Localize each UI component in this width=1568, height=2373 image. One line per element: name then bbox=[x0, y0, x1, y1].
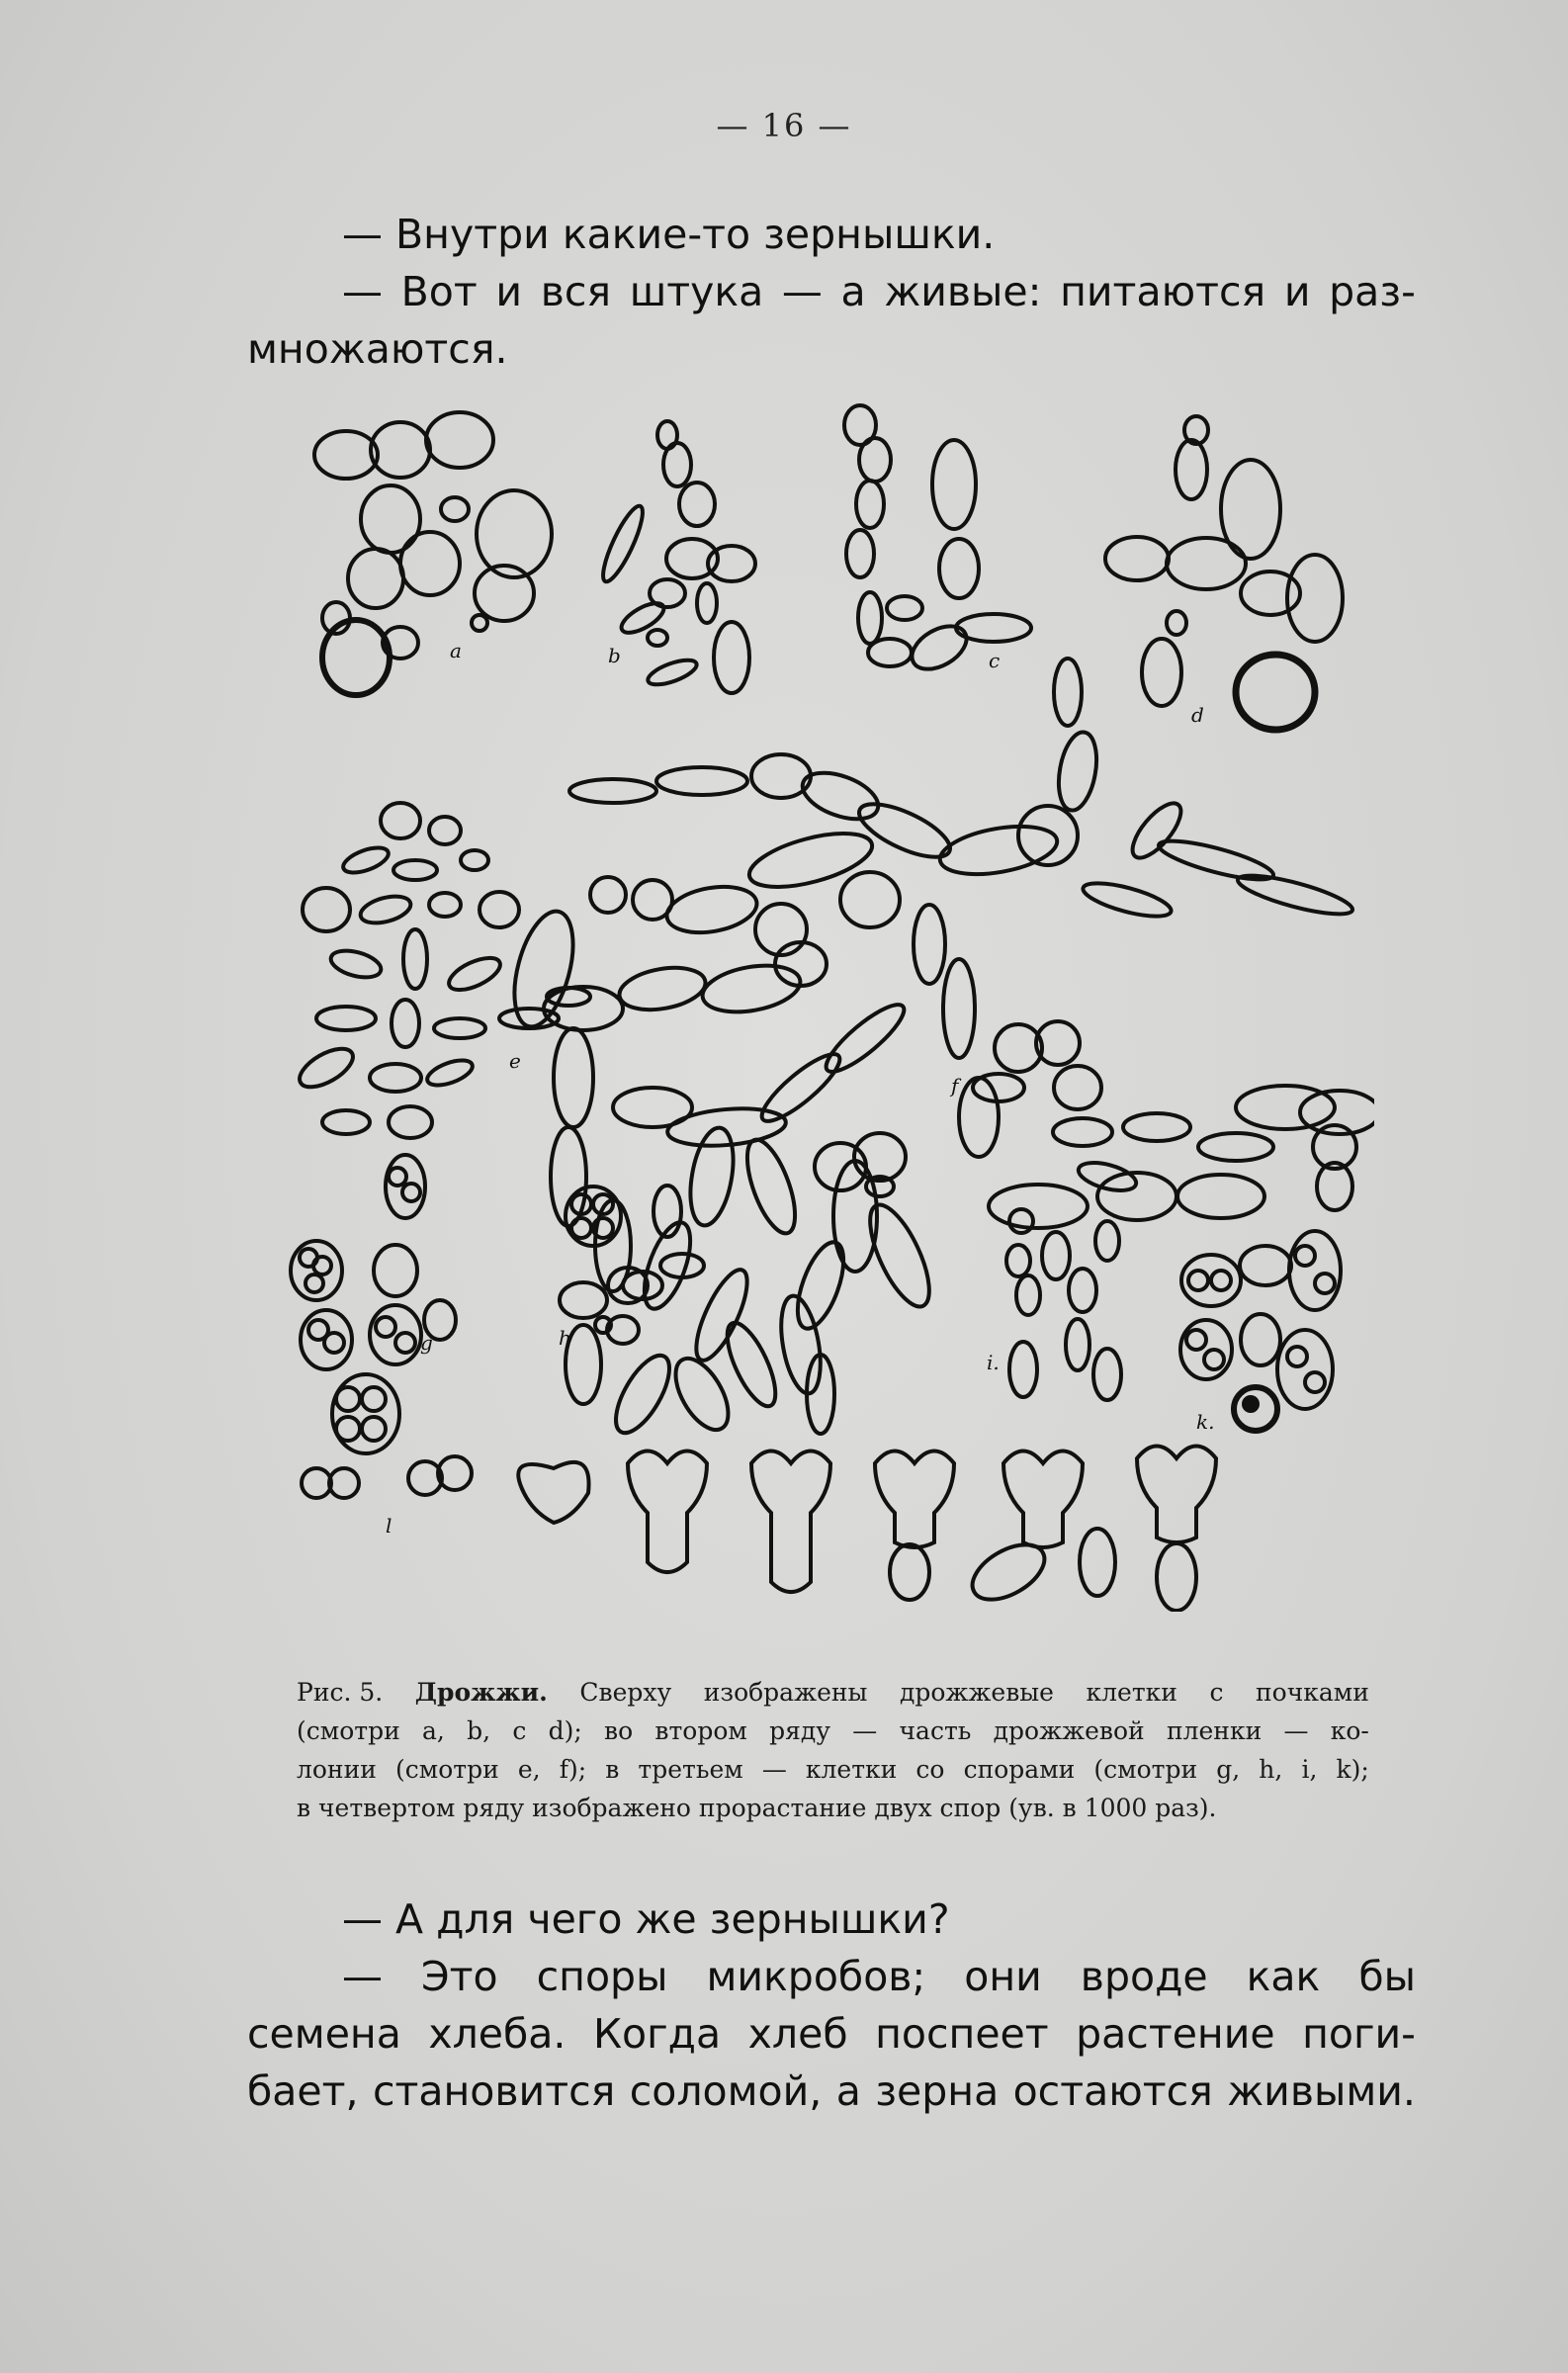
word: остаются bbox=[1012, 2067, 1213, 2115]
word: хлеба. bbox=[428, 2010, 566, 2058]
word: штука bbox=[629, 268, 764, 315]
figure-group-c bbox=[844, 405, 1031, 678]
word: бы bbox=[1358, 1953, 1416, 2000]
word: вся bbox=[540, 268, 612, 315]
bottom-line-3 bbox=[247, 2005, 1416, 2063]
word: споры bbox=[536, 1953, 668, 2000]
word: f); bbox=[559, 1755, 587, 1784]
top-paragraph bbox=[247, 206, 1416, 378]
word: раз- bbox=[1329, 268, 1416, 315]
figure-label-g: g bbox=[420, 1331, 433, 1355]
word: Когда bbox=[592, 2010, 722, 2058]
word: — bbox=[1283, 1716, 1309, 1745]
word: как bbox=[1246, 1953, 1321, 2000]
word: b, bbox=[467, 1716, 491, 1745]
word: и bbox=[495, 268, 523, 315]
word: они bbox=[964, 1953, 1042, 2000]
word: e, bbox=[517, 1755, 541, 1784]
word: ряду bbox=[769, 1716, 831, 1745]
word: хлеб bbox=[747, 2010, 848, 2058]
figure-label-h: h bbox=[559, 1326, 571, 1350]
word: спорами bbox=[963, 1755, 1076, 1784]
word: бает, bbox=[247, 2067, 359, 2115]
word: Это bbox=[421, 1953, 498, 2000]
figure-group-g bbox=[291, 1155, 456, 1453]
figure-label-c: c bbox=[989, 649, 1001, 672]
word: а bbox=[840, 268, 866, 315]
figure-label-e: e bbox=[509, 1049, 521, 1073]
word: Сверху bbox=[579, 1678, 672, 1707]
figure-caption bbox=[297, 1673, 1369, 1827]
caption-line-2 bbox=[297, 1712, 1369, 1750]
word: k); bbox=[1336, 1755, 1369, 1784]
word: часть bbox=[899, 1716, 972, 1745]
figure-label-f: f bbox=[951, 1074, 959, 1098]
word: c bbox=[512, 1716, 527, 1745]
word: поги- bbox=[1302, 2010, 1416, 2058]
bottom-line-1: — А для чего же зернышки? bbox=[342, 1895, 950, 1943]
word: во bbox=[604, 1716, 634, 1745]
word: живыми. bbox=[1227, 2067, 1416, 2115]
bottom-line-2 bbox=[247, 1948, 1416, 2005]
word: (смотри bbox=[395, 1755, 499, 1784]
word: питаются bbox=[1060, 268, 1266, 315]
word: вроде bbox=[1080, 1953, 1208, 2000]
word: втором bbox=[654, 1716, 747, 1745]
word: пленки bbox=[1166, 1716, 1263, 1745]
word: семена bbox=[247, 2010, 401, 2058]
word: изображены bbox=[703, 1678, 868, 1707]
word: третьем bbox=[638, 1755, 743, 1784]
word: живые: bbox=[884, 268, 1042, 315]
word: — bbox=[342, 268, 383, 315]
yeast-figure-illustration bbox=[287, 396, 1374, 1612]
caption-figure-number: Рис. 5. bbox=[297, 1678, 384, 1707]
word: — bbox=[781, 268, 823, 315]
figure-label-i: i. bbox=[987, 1351, 1000, 1374]
word: — bbox=[852, 1716, 878, 1745]
word: дрожжевые bbox=[899, 1678, 1054, 1707]
word: становится bbox=[372, 2067, 616, 2115]
word: лонии bbox=[297, 1755, 377, 1784]
word: — bbox=[761, 1755, 787, 1784]
word: h, bbox=[1259, 1755, 1283, 1784]
figure-label-b: b bbox=[608, 644, 621, 667]
figure-label-a: a bbox=[450, 639, 462, 662]
word: g, bbox=[1216, 1755, 1241, 1784]
figure-group-d bbox=[1105, 416, 1343, 730]
word: со bbox=[915, 1755, 945, 1784]
word: — bbox=[342, 1953, 383, 2000]
word: а bbox=[835, 2067, 861, 2115]
word: клетки bbox=[805, 1755, 898, 1784]
top-line-2 bbox=[247, 263, 1416, 320]
word: с bbox=[1209, 1678, 1224, 1707]
figure-group-a bbox=[314, 412, 552, 695]
caption-line-1 bbox=[297, 1673, 1369, 1712]
figure-group-l bbox=[302, 1447, 1216, 1612]
caption-line-3 bbox=[297, 1750, 1369, 1789]
figure-group-k bbox=[1180, 1231, 1341, 1431]
figure-group-i bbox=[1006, 1209, 1121, 1400]
figure-label-k: k. bbox=[1196, 1410, 1215, 1434]
word: d); bbox=[548, 1716, 582, 1745]
word: и bbox=[1283, 268, 1311, 315]
top-line-3: множаются. bbox=[247, 325, 508, 373]
word: в bbox=[605, 1755, 620, 1784]
word: клетки bbox=[1086, 1678, 1177, 1707]
word: дрожжевой bbox=[993, 1716, 1145, 1745]
word: ко- bbox=[1330, 1716, 1369, 1745]
word: почками bbox=[1256, 1678, 1369, 1707]
word: поспеет bbox=[875, 2010, 1049, 2058]
word: соломой, bbox=[629, 2067, 823, 2115]
word: растение bbox=[1076, 2010, 1275, 2058]
word: Вот bbox=[400, 268, 478, 315]
figure-label-d: d bbox=[1191, 703, 1204, 727]
top-line-1: — Внутри какие-то зернышки. bbox=[342, 211, 996, 258]
figure-group-e bbox=[294, 803, 590, 1138]
word: (смотри bbox=[1093, 1755, 1198, 1784]
word: микробов; bbox=[706, 1953, 926, 2000]
caption-figure-title: Дрожжи. bbox=[414, 1678, 548, 1707]
word: (смотри bbox=[297, 1716, 400, 1745]
word: зерна bbox=[875, 2067, 1000, 2115]
page-number: — 16 — bbox=[716, 107, 852, 144]
figure-label-l: l bbox=[386, 1514, 392, 1538]
word: a, bbox=[422, 1716, 445, 1745]
caption-line-4: в четвертом ряду изображено прорастание двух спор (ув. в 1000 раз). bbox=[297, 1794, 1217, 1822]
bottom-line-4 bbox=[247, 2063, 1416, 2120]
bottom-paragraph bbox=[247, 1890, 1416, 2120]
word: i, bbox=[1301, 1755, 1318, 1784]
